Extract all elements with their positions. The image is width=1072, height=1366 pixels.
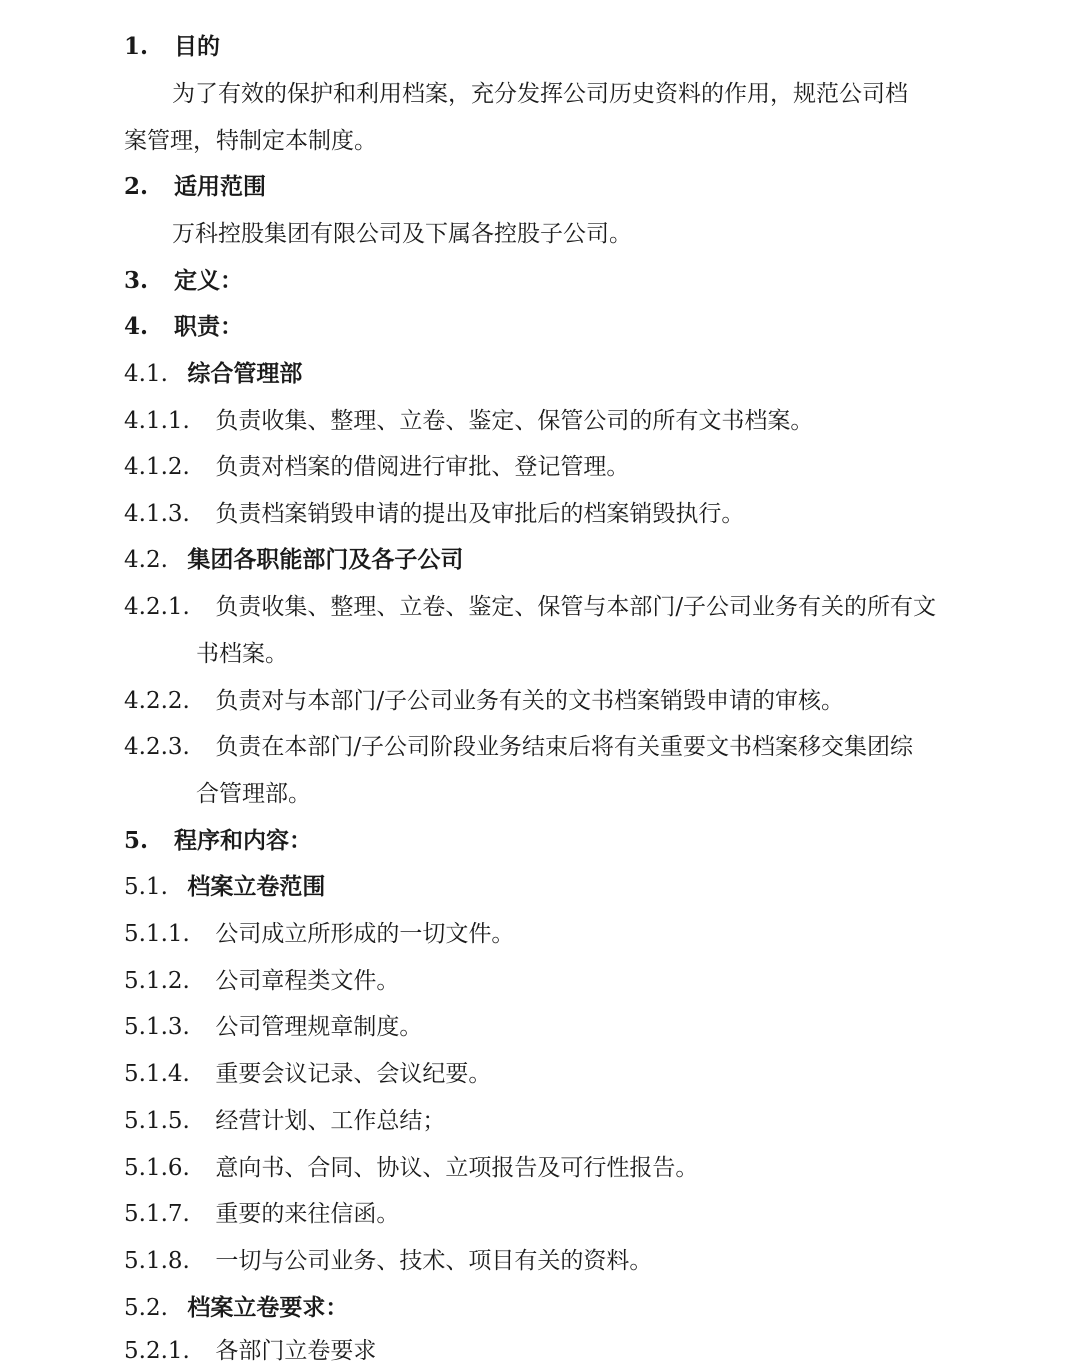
item-4-2-3: 4.2.3. 负责在本部门/子公司阶段业务结束后将有关重要文书档案移交集团综 bbox=[124, 734, 914, 760]
item-4-1-2: 4.1.2. 负责对档案的借阅进行审批、登记管理。 bbox=[124, 454, 630, 480]
item-4-2-1: 4.2.1. 负责收集、整理、立卷、鉴定、保管与本部门/子公司业务有关的所有文 bbox=[124, 594, 937, 620]
item-4-2-3-continued: 合管理部。 bbox=[196, 781, 311, 807]
item-4-1-3: 4.1.3. 负责档案销毁申请的提出及审批后的档案销毁执行。 bbox=[124, 501, 745, 527]
item-4-2-2: 4.2.2. 负责对与本部门/子公司业务有关的文书档案销毁申请的审核。 bbox=[124, 688, 845, 714]
heading-3: 3. 定义： bbox=[124, 267, 244, 294]
paragraph-1-line-2: 案管理，特制定本制度。 bbox=[124, 128, 377, 154]
paragraph-1-line-1: 为了有效的保护和利用档案，充分发挥公司历史资料的作用，规范公司档 bbox=[172, 81, 908, 107]
list-item: 5.1.8. 一切与公司业务、技术、项目有关的资料。 bbox=[124, 1248, 653, 1274]
item-5-2-1-cut-off: 5.2.1. 各部门立卷要求 bbox=[124, 1338, 377, 1364]
heading-4-2: 4.2. 集团各职能部门及各子公司 bbox=[124, 546, 464, 573]
list-item: 5.1.7. 重要的来往信函。 bbox=[124, 1201, 400, 1227]
list-item: 5.1.3. 公司管理规章制度。 bbox=[124, 1014, 423, 1040]
heading-2: 2. 适用范围 bbox=[124, 173, 267, 200]
heading-5-1: 5.1. 档案立卷范围 bbox=[124, 873, 326, 900]
heading-4: 4. 职责： bbox=[124, 313, 244, 340]
heading-1: 1. 目的 bbox=[124, 33, 221, 60]
heading-4-1: 4.1. 综合管理部 bbox=[124, 360, 303, 387]
paragraph-2: 万科控股集团有限公司及下属各控股子公司。 bbox=[172, 221, 632, 247]
list-item: 5.1.2. 公司章程类文件。 bbox=[124, 968, 400, 994]
list-item: 5.1.6. 意向书、合同、协议、立项报告及可行性报告。 bbox=[124, 1155, 699, 1181]
item-4-1-1: 4.1.1. 负责收集、整理、立卷、鉴定、保管公司的所有文书档案。 bbox=[124, 408, 814, 434]
heading-5: 5. 程序和内容： bbox=[124, 827, 313, 854]
heading-5-2: 5.2. 档案立卷要求： bbox=[124, 1294, 349, 1321]
list-item: 5.1.4. 重要会议记录、会议纪要。 bbox=[124, 1061, 492, 1087]
list-item: 5.1.5. 经营计划、工作总结； bbox=[124, 1108, 446, 1134]
list-item: 5.1.1. 公司成立所形成的一切文件。 bbox=[124, 921, 515, 947]
item-4-2-1-continued: 书档案。 bbox=[196, 641, 288, 667]
